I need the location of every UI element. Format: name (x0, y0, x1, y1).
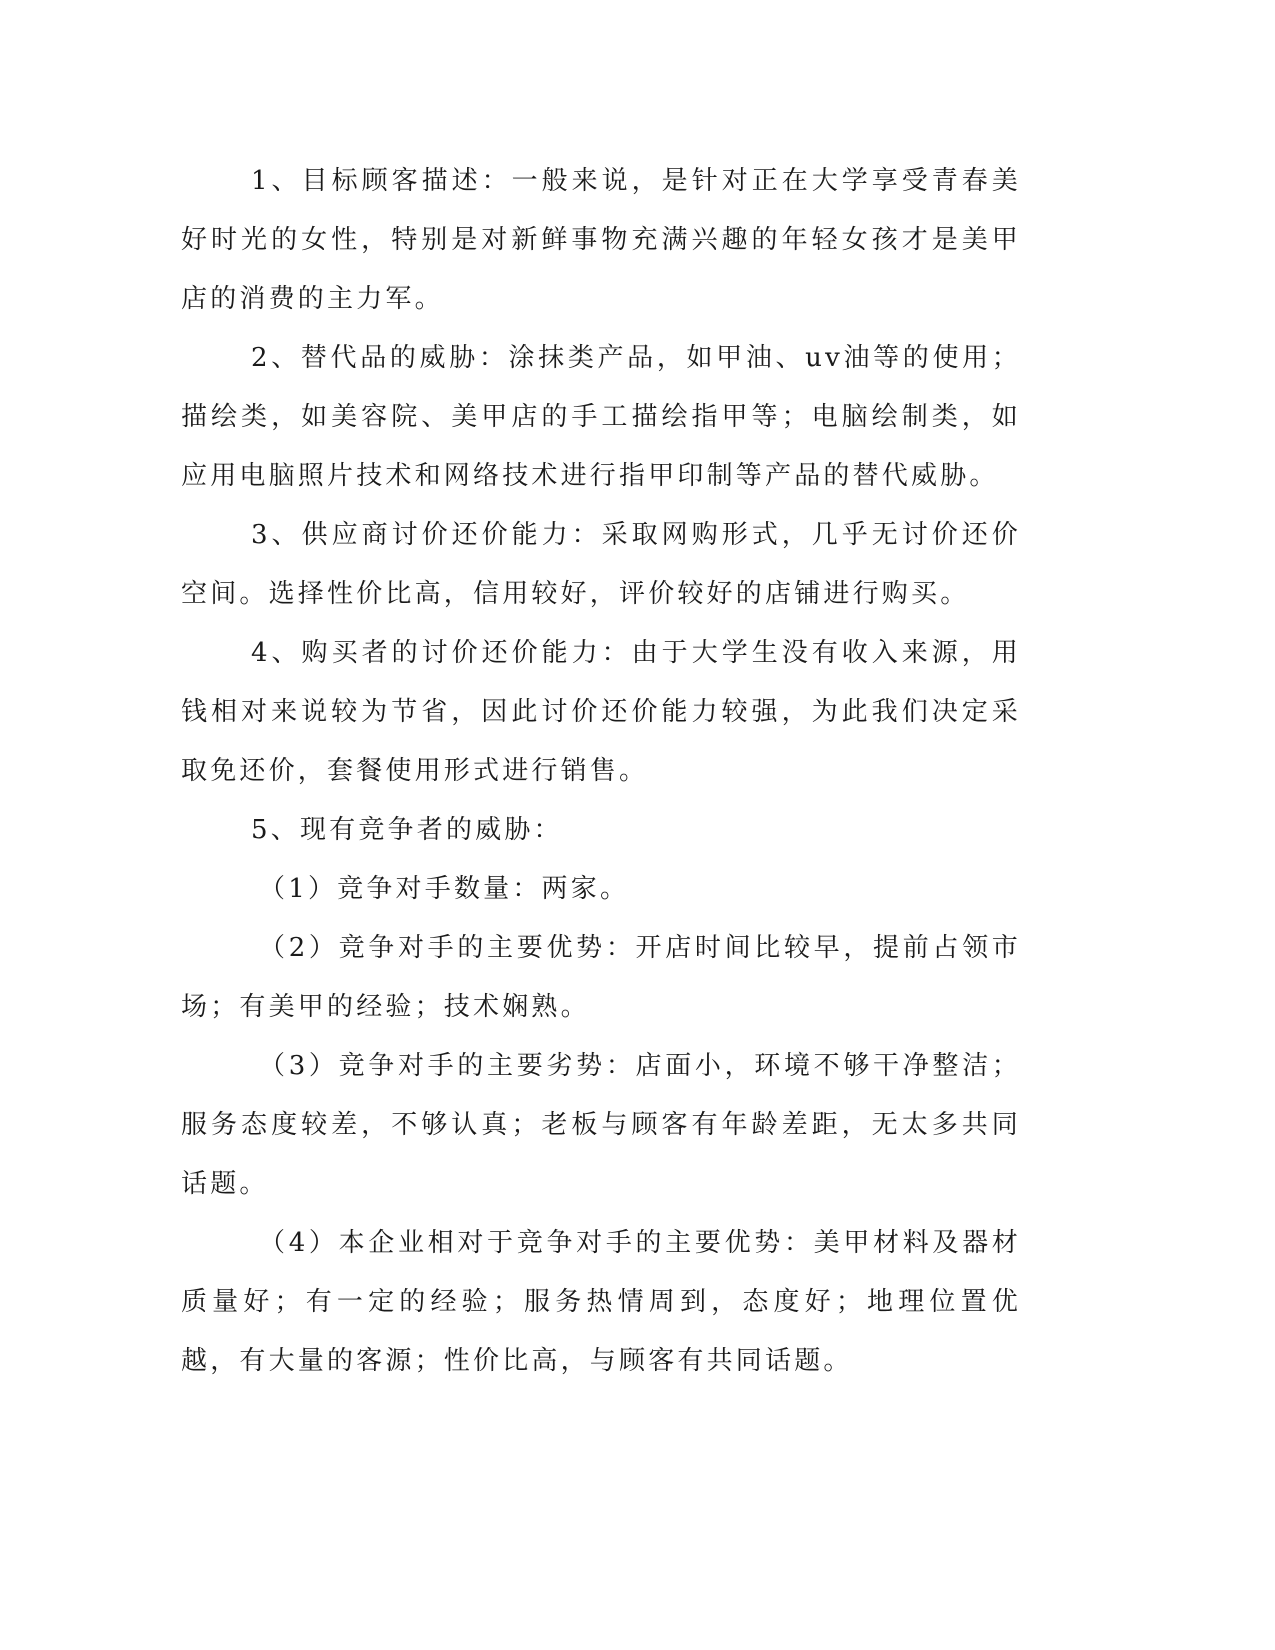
paragraph-target-customers: 1、目标顾客描述：一般来说，是针对正在大学享受青春美好时光的女性，特别是对新鲜事物充满兴趣的年轻女孩才是美甲店的消费的主力军。 (181, 166, 1021, 314)
paragraph-own-advantages: （4）本企业相对于竞争对手的主要优势：美甲材料及器材质量好；有一定的经验；服务热情周到，态度好；地理位置优越，有大量的客源；性价比高，与顾客有共同话题。 (181, 1228, 1021, 1376)
paragraph-buyer-bargaining: 4、购买者的讨价还价能力：由于大学生没有收入来源，用钱相对来说较为节省，因此讨价还价能力较强，为此我们决定采取免还价，套餐使用形式进行销售。 (181, 638, 1021, 786)
paragraph-competitor-count: （1）竞争对手数量：两家。 (259, 874, 630, 904)
paragraph-competitor-strengths: （2）竞争对手的主要优势：开店时间比较早，提前占领市场；有美甲的经验；技术娴熟。 (181, 933, 1021, 1022)
paragraph-competitor-weaknesses: （3）竞争对手的主要劣势：店面小，环境不够干净整洁；服务态度较差，不够认真；老板与顾客有年龄差距，无太多共同话题。 (181, 1051, 1021, 1199)
paragraph-substitutes-threat: 2、替代品的威胁：涂抹类产品，如甲油、uv油等的使用；描绘类，如美容院、美甲店的手工描绘指甲等；电脑绘制类，如应用电脑照片技术和网络技术进行指甲印制等产品的替代威胁。 (181, 343, 1021, 491)
paragraph-supplier-bargaining: 3、供应商讨价还价能力：采取网购形式，几乎无讨价还价空间。选择性价比高，信用较好，评价较好的店铺进行购买。 (181, 520, 1021, 609)
document-page (181, 152, 1021, 1391)
paragraph-competitors-threat: 5、现有竞争者的威胁： (251, 815, 563, 845)
